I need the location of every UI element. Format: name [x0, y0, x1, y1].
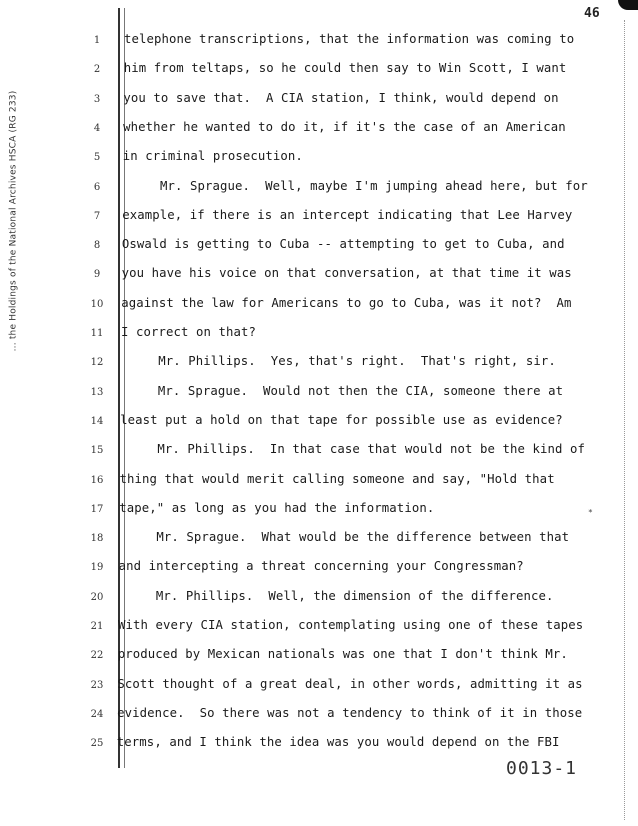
line-number: 6	[93, 181, 101, 193]
line-text: against the law for Americans to go to Cuba, was it not? Am	[121, 295, 572, 310]
line-text: I correct on that?	[121, 325, 257, 339]
transcript-line	[0, 120, 610, 140]
line-text: example, if there is an intercept indicating that Lee Harvey	[122, 207, 573, 222]
line-number: 7	[93, 210, 101, 222]
transcript-line	[0, 706, 610, 726]
transcript-line	[0, 384, 610, 404]
line-text: you to save that. A CIA station, I think, would depend on	[123, 90, 559, 105]
line-text: you have his voice on that conversation, at that time it was	[121, 266, 572, 281]
corner-mark	[618, 0, 638, 10]
line-text: Oswald is getting to Cuba -- attempting to get to Cuba, and	[121, 237, 565, 252]
line-number: 9	[93, 269, 101, 281]
line-number: 18	[90, 533, 104, 545]
transcript-line	[0, 618, 610, 638]
line-number: 12	[90, 357, 104, 369]
line-text: evidence. So there was not a tendency to think of it in those	[117, 705, 583, 720]
line-number: 4	[93, 122, 101, 134]
line-text: With every CIA station, contemplating using one of these tapes	[118, 618, 584, 632]
transcript-line	[0, 266, 610, 286]
line-text: in criminal prosecution.	[122, 149, 303, 164]
transcript-line	[0, 647, 610, 667]
line-number: 3	[93, 93, 101, 105]
line-number: 15	[90, 445, 104, 457]
transcript-line	[0, 237, 610, 257]
line-number: 8	[93, 240, 101, 252]
line-number: 24	[90, 708, 104, 720]
line-number: 20	[90, 591, 104, 603]
transcript-line	[0, 677, 610, 697]
line-text: Mr. Sprague. Would not then the CIA, someone there at	[120, 383, 564, 398]
scan-speck: *	[588, 508, 593, 517]
line-text: him from teltaps, so he could then say to Win Scott, I want	[123, 61, 567, 76]
transcript-line	[0, 208, 610, 228]
transcript-line	[0, 325, 610, 345]
transcript-line	[0, 91, 610, 111]
line-number: 21	[90, 621, 104, 632]
line-text: Mr. Phillips. Well, the dimension of the difference.	[118, 588, 554, 603]
line-text: least put a hold on that tape for possible use as evidence?	[120, 412, 563, 427]
transcript-line	[0, 296, 610, 316]
line-text: produced by Mexican nationals was one that I don't think Mr.	[117, 647, 568, 662]
line-text: Scott thought of a great deal, in other words, admitting it as	[117, 676, 583, 691]
transcript-line	[0, 559, 610, 579]
transcript-line	[0, 501, 610, 521]
line-number: 16	[90, 474, 104, 486]
line-text: thing that would merit calling someone and say, "Hold that	[119, 471, 555, 486]
transcript-line	[0, 413, 610, 433]
line-number: 5	[93, 152, 101, 164]
line-text: terms, and I think the idea was you would depend on the FBI	[116, 735, 560, 750]
line-number: 10	[90, 298, 104, 310]
line-text: tape," as long as you had the information.	[119, 500, 435, 515]
transcript-line	[0, 61, 610, 81]
line-text: Mr. Phillips. In that case that would not be the kind of	[119, 442, 586, 457]
transcript-line	[0, 530, 610, 550]
transcript-line	[0, 472, 610, 492]
line-text: telephone transcriptions, that the information was coming to	[124, 32, 575, 46]
transcript-line	[0, 179, 610, 199]
line-number: 17	[90, 503, 104, 515]
archive-side-stamp-text: ... the Holdings of the National Archives HSCA (RG 233)	[8, 90, 19, 352]
line-number: 14	[90, 415, 104, 427]
line-text: and intercepting a threat concerning your Congressman?	[118, 559, 524, 574]
line-number: 11	[90, 328, 104, 339]
transcript-line	[0, 589, 610, 609]
transcript-line	[0, 442, 610, 462]
page-number: 46	[584, 6, 600, 21]
line-number: 23	[90, 679, 104, 691]
right-margin-rule	[624, 20, 625, 820]
line-number: 22	[90, 650, 104, 662]
line-text: Mr. Sprague. Well, maybe I'm jumping ahead here, but for	[122, 178, 588, 193]
line-number: 25	[90, 738, 104, 750]
line-number: 19	[90, 562, 104, 574]
line-number: 2	[93, 64, 101, 76]
transcript-line	[0, 735, 610, 755]
transcript-line	[0, 354, 610, 374]
line-text: Mr. Sprague. What would be the difference between that	[118, 530, 570, 545]
transcript-line	[0, 149, 610, 169]
document-id: 0013-1	[506, 758, 578, 779]
line-number: 1	[93, 35, 101, 46]
transcript-line	[0, 32, 610, 52]
line-text: Mr. Phillips. Yes, that's right. That's right, sir.	[120, 354, 556, 369]
line-text: whether he wanted to do it, if it's the case of an American	[123, 119, 566, 134]
line-number: 13	[90, 386, 104, 398]
